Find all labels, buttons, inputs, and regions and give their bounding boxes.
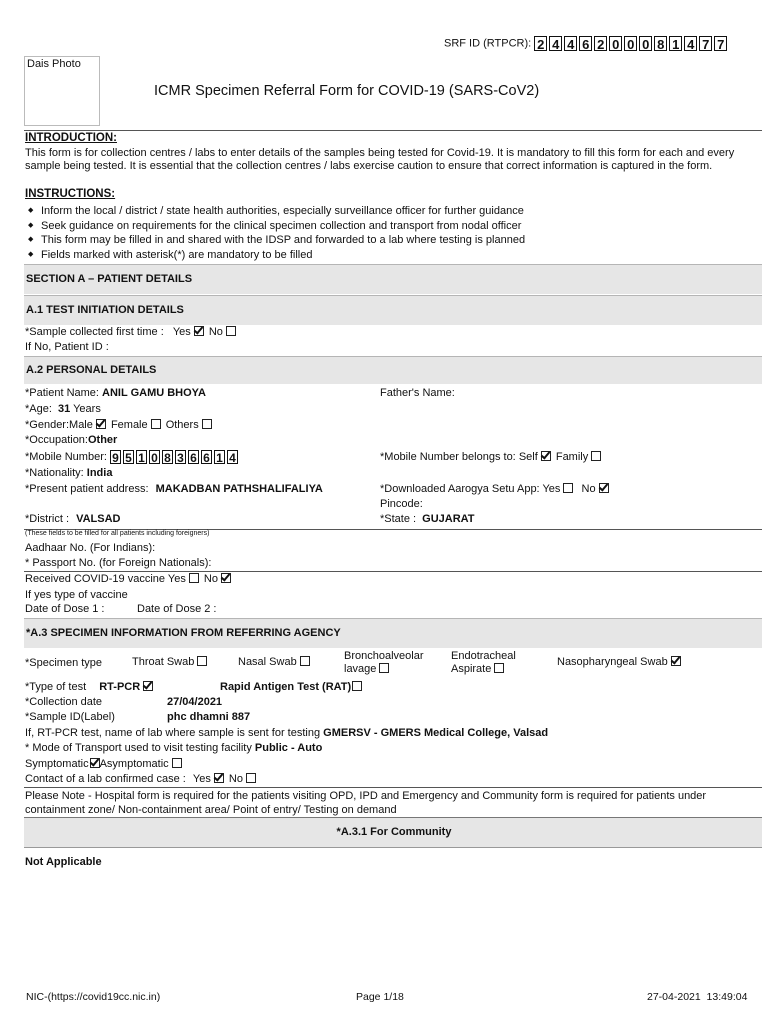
rat-checkbox[interactable] bbox=[352, 681, 362, 691]
endo-label-line2: Aspirate bbox=[451, 663, 492, 675]
instruction-item: ◆ Inform the local / district / state health authorities, especially surveillance officer for further guidance bbox=[25, 204, 525, 219]
naso-swab-option bbox=[557, 656, 681, 668]
asymptomatic-checkbox[interactable] bbox=[172, 758, 182, 768]
instruction-item: ◆ Seek guidance on requirements for the clinical specimen collection and transport from nodal officer bbox=[25, 219, 525, 234]
srf-digit-box: 2 bbox=[534, 36, 547, 51]
belongs-self-checkbox[interactable] bbox=[541, 451, 551, 461]
age-unit: Years bbox=[73, 403, 101, 415]
test-type-label: *Type of test bbox=[25, 681, 87, 693]
srf-digit-box: 6 bbox=[579, 36, 592, 51]
throat-swab-checkbox[interactable] bbox=[197, 656, 207, 666]
mobile-digit-box: 3 bbox=[175, 450, 186, 464]
a31-heading: *A.3.1 For Community bbox=[24, 817, 762, 848]
srf-digit-box: 4 bbox=[549, 36, 562, 51]
no-label: No bbox=[581, 483, 596, 495]
asymptomatic-label: Asymptomatic bbox=[99, 758, 169, 770]
sample-first-no-checkbox[interactable] bbox=[226, 326, 236, 336]
mobile-digit-box: 1 bbox=[214, 450, 225, 464]
sample-first-label: *Sample collected first time : bbox=[25, 326, 164, 338]
throat-swab-label: Throat Swab bbox=[132, 656, 195, 668]
sample-id-value: phc dhamni 887 bbox=[167, 711, 251, 723]
contact-label: Contact of a lab confirmed case : bbox=[25, 773, 186, 785]
contact-row bbox=[25, 773, 256, 785]
age-row bbox=[25, 403, 101, 415]
occupation-row bbox=[25, 434, 117, 446]
srf-digit-box: 8 bbox=[654, 36, 667, 51]
aarogya-row bbox=[380, 483, 609, 495]
vaccine-label: Received COVID-19 vaccine bbox=[25, 573, 166, 585]
broncho-checkbox[interactable] bbox=[379, 663, 389, 673]
aadhaar-label: Aadhaar No. (For Indians): bbox=[25, 542, 156, 554]
patient-name-label: *Patient Name: bbox=[25, 387, 99, 399]
patient-name-row bbox=[25, 387, 206, 399]
address-row bbox=[25, 483, 323, 495]
vaccine-yes-checkbox[interactable] bbox=[189, 573, 199, 583]
broncho-option bbox=[344, 650, 424, 676]
srf-id bbox=[444, 36, 727, 51]
srf-digit-box: 2 bbox=[594, 36, 607, 51]
instructions-heading: INSTRUCTIONS: bbox=[25, 188, 116, 200]
divider bbox=[24, 571, 762, 572]
nationality-value: India bbox=[86, 467, 113, 479]
photo-box bbox=[24, 56, 100, 126]
mobile-digit-box: 4 bbox=[227, 450, 238, 464]
aarogya-yes-checkbox[interactable] bbox=[563, 483, 573, 493]
mobile-belongs-label: *Mobile Number belongs to: bbox=[380, 451, 516, 463]
nasal-swab-option bbox=[238, 656, 310, 668]
endotracheal-checkbox[interactable] bbox=[494, 663, 504, 673]
srf-digit-box: 7 bbox=[714, 36, 727, 51]
symptomatic-label: Symptomatic bbox=[25, 758, 89, 770]
no-label: No bbox=[228, 773, 243, 785]
district-row bbox=[25, 513, 120, 525]
contact-no-checkbox[interactable] bbox=[246, 773, 256, 783]
gender-others-checkbox[interactable] bbox=[202, 419, 212, 429]
nasal-swab-label: Nasal Swab bbox=[238, 656, 297, 668]
rat-option bbox=[220, 681, 362, 693]
mobile-digit-box: 6 bbox=[188, 450, 199, 464]
district-label: *District : bbox=[25, 513, 69, 525]
a2-heading: A.2 PERSONAL DETAILS bbox=[24, 356, 762, 384]
lab-label: If, RT-PCR test, name of lab where sample is sent for testing bbox=[25, 727, 321, 739]
transport-row bbox=[25, 742, 322, 754]
no-label: No bbox=[203, 573, 218, 585]
instructions-list bbox=[25, 204, 525, 262]
mobile-digit-box: 5 bbox=[123, 450, 134, 464]
srf-digit-box: 0 bbox=[639, 36, 652, 51]
age-label: *Age: bbox=[25, 403, 52, 415]
a3-heading: *A.3 SPECIMEN INFORMATION FROM REFERRING AGENCY bbox=[24, 618, 762, 648]
occupation-label: *Occupation: bbox=[25, 434, 88, 446]
gender-row bbox=[25, 419, 212, 431]
mobile-digits bbox=[110, 450, 238, 464]
others-label: Others bbox=[165, 419, 199, 431]
belongs-family-checkbox[interactable] bbox=[591, 451, 601, 461]
mobile-belongs-row bbox=[380, 451, 601, 463]
self-label: Self bbox=[518, 451, 538, 463]
divider bbox=[24, 130, 762, 131]
father-name-label: Father's Name: bbox=[380, 387, 455, 399]
yes-label: Yes bbox=[192, 773, 211, 785]
female-label: Female bbox=[110, 419, 148, 431]
patient-name: ANIL GAMU BHOYA bbox=[102, 387, 206, 399]
address-value: MAKADBAN PATHSHALIFALIYA bbox=[155, 483, 323, 495]
sample-first-yes-checkbox[interactable] bbox=[194, 326, 204, 336]
state-value: GUJARAT bbox=[422, 513, 475, 525]
collection-date-label: *Collection date bbox=[25, 696, 103, 708]
community-value: Not Applicable bbox=[25, 856, 102, 868]
nasal-swab-checkbox[interactable] bbox=[300, 656, 310, 666]
transport-label: * Mode of Transport used to visit testing facility bbox=[25, 742, 252, 754]
collection-date-value: 27/04/2021 bbox=[167, 696, 223, 708]
mobile-label: *Mobile Number: bbox=[25, 450, 107, 463]
contact-yes-checkbox[interactable] bbox=[214, 773, 224, 783]
lab-row bbox=[25, 727, 548, 739]
mobile-digit-box: 9 bbox=[110, 450, 121, 464]
nationality-row bbox=[25, 467, 112, 479]
srf-digit-box: 1 bbox=[669, 36, 682, 51]
broncho-label-line2: lavage bbox=[344, 663, 377, 675]
sample-id-label: *Sample ID(Label) bbox=[25, 711, 115, 723]
yes-label: Yes bbox=[172, 326, 191, 338]
srf-digit-box: 4 bbox=[684, 36, 697, 51]
district-value: VALSAD bbox=[76, 513, 121, 525]
aarogya-no-checkbox[interactable] bbox=[599, 483, 609, 493]
nationality-label: *Nationality: bbox=[25, 467, 84, 479]
mobile-digit-box: 8 bbox=[162, 450, 173, 464]
instruction-item: ◆ Fields marked with asterisk(*) are mandatory to be filled bbox=[25, 248, 525, 263]
no-label: No bbox=[208, 326, 223, 338]
please-note: Please Note - Hospital form is required for the patients visiting OPD, IPD and Emergency and Community form is required for patients under containment zone/ Non-containment area/ Point of entry/ Testing on demand bbox=[25, 790, 707, 816]
instruction-item: ◆ This form may be filled in and shared with the IDSP and forwarded to a lab where testing is planned bbox=[25, 233, 525, 248]
intro-text: This form is for collection centres / labs to enter details of the samples being tested for Covid-19. It is mandatory to fill this form for each and every sample being tested. It is essential that the collection centres / labs exercise caution to ensure that correct information is captured in the form. bbox=[25, 147, 735, 172]
srf-digit-box: 4 bbox=[564, 36, 577, 51]
test-type-row bbox=[25, 681, 153, 693]
male-label: Male bbox=[69, 419, 93, 431]
yes-label: Yes bbox=[167, 573, 186, 585]
gender-female-checkbox[interactable] bbox=[151, 419, 161, 429]
family-label: Family bbox=[555, 451, 589, 463]
naso-swab-checkbox[interactable] bbox=[671, 656, 681, 666]
srf-digit-box: 7 bbox=[699, 36, 712, 51]
throat-swab-option bbox=[132, 656, 207, 668]
page-title: ICMR Specimen Referral Form for COVID-19 (SARS-CoV2) bbox=[154, 83, 540, 99]
specimen-type-label: *Specimen type bbox=[25, 657, 103, 669]
rtpcr-label: RT-PCR bbox=[99, 681, 141, 693]
lab-name: GMERSV - GMERS Medical College, Valsad bbox=[323, 727, 549, 739]
if-no-patient-id: If No, Patient ID : bbox=[25, 341, 109, 353]
srf-id-label: SRF ID (RTPCR): bbox=[444, 37, 532, 50]
vaccine-no-checkbox[interactable] bbox=[221, 573, 231, 583]
aarogya-label: *Downloaded Aarogya Setu App: bbox=[380, 483, 540, 495]
srf-digit-box: 0 bbox=[609, 36, 622, 51]
fields-note: (These fields to be filled for all patients including foreigners) bbox=[25, 530, 210, 537]
footer-source: NIC-(https://covid19cc.nic.in) bbox=[26, 991, 161, 1003]
gender-male-checkbox[interactable] bbox=[96, 419, 106, 429]
mobile-digit-box: 1 bbox=[136, 450, 147, 464]
rtpcr-checkbox[interactable] bbox=[143, 681, 153, 691]
dose2-label: Date of Dose 2 : bbox=[137, 603, 217, 615]
rat-label: Rapid Antigen Test (RAT) bbox=[220, 681, 352, 693]
gender-label: *Gender: bbox=[25, 419, 70, 431]
endo-label-line1: Endotracheal bbox=[451, 650, 516, 662]
srf-digit-box: 0 bbox=[624, 36, 637, 51]
a1-heading: A.1 TEST INITIATION DETAILS bbox=[24, 295, 762, 325]
pincode-label: Pincode: bbox=[380, 498, 423, 510]
dose1-label: Date of Dose 1 : bbox=[25, 603, 105, 615]
passport-label: * Passport No. (for Foreign Nationals): bbox=[25, 557, 212, 569]
symptom-row bbox=[25, 758, 182, 770]
state-row bbox=[380, 513, 475, 525]
broncho-label-line1: Bronchoalveolar bbox=[344, 650, 424, 662]
footer-datetime: 27-04-2021 13:49:04 bbox=[647, 991, 748, 1003]
intro-heading: INTRODUCTION: bbox=[25, 132, 117, 144]
mobile-row bbox=[25, 450, 238, 464]
transport-value: Public - Auto bbox=[254, 742, 323, 754]
mobile-digit-box: 0 bbox=[149, 450, 160, 464]
mobile-digit-box: 6 bbox=[201, 450, 212, 464]
footer-page: Page 1/18 bbox=[356, 991, 404, 1003]
vaccine-type-label: If yes type of vaccine bbox=[25, 589, 128, 601]
symptomatic-checkbox[interactable] bbox=[90, 758, 100, 768]
divider bbox=[24, 787, 762, 788]
sample-first-row bbox=[25, 326, 236, 338]
address-label: *Present patient address: bbox=[25, 483, 149, 495]
srf-id-digits bbox=[534, 36, 727, 51]
vaccine-row bbox=[25, 573, 231, 585]
section-a-heading: SECTION A – PATIENT DETAILS bbox=[24, 264, 762, 294]
occupation-value: Other bbox=[87, 434, 118, 446]
naso-swab-label: Nasopharyngeal Swab bbox=[557, 656, 668, 668]
endotracheal-option bbox=[451, 650, 516, 676]
age-value: 31 bbox=[57, 403, 71, 415]
photo-label: Dais Photo bbox=[27, 58, 81, 70]
state-label: *State : bbox=[380, 513, 417, 525]
yes-label: Yes bbox=[542, 483, 561, 495]
